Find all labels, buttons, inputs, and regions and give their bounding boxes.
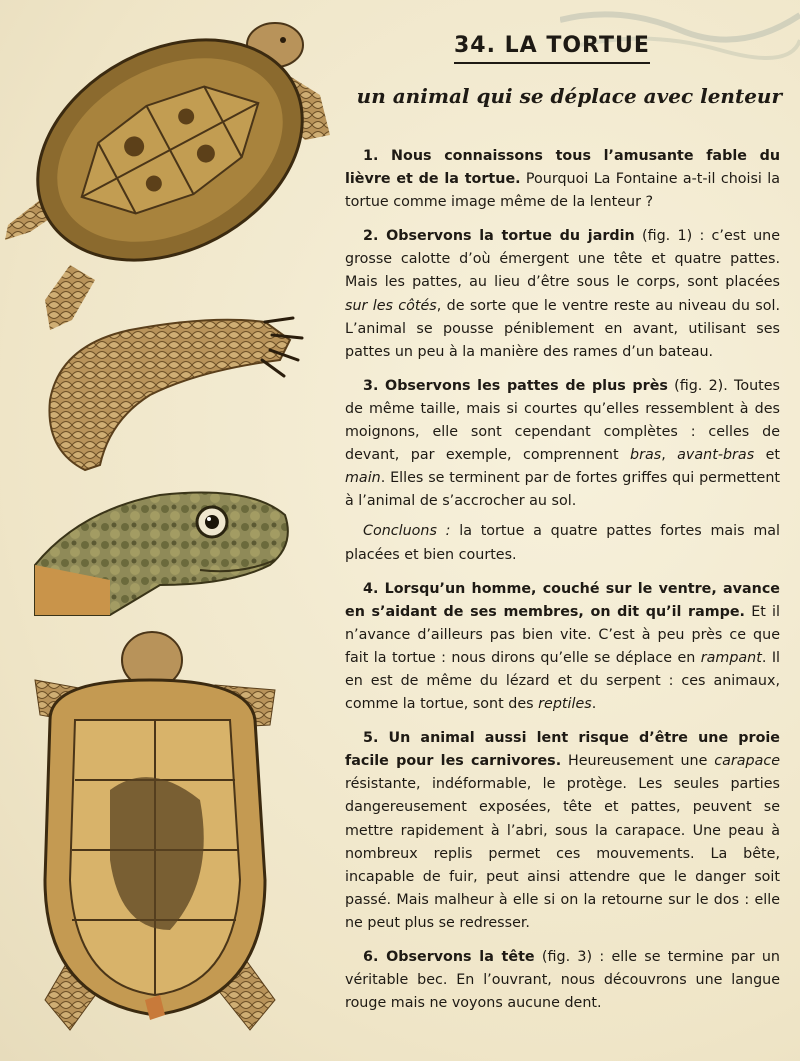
emphasis-text: avant-bras	[677, 447, 755, 464]
paragraph-lead: 6. Observons la tête	[363, 949, 535, 965]
paragraph-7	[345, 946, 780, 1015]
paragraph-5	[345, 578, 780, 717]
paragraph-lead: 2. Observons la tortue du jardin	[363, 228, 635, 245]
paragraph-1	[345, 145, 780, 214]
page-title: 34. LA TORTUE	[454, 33, 650, 64]
emphasis-text: main	[345, 470, 381, 487]
paragraph-text: résistante, indéformable, le protège. Les seules parties dangereusement exposées, tête et pattes, peuvent se mettre rapidement à l’abri, sous la carapace. Une peau à nombreux replis permet ces mouvements. La bête, incapable de fuir, peut ainsi attendre que le danger soit passé. Mais malheur à elle si on la retourne sur le dos : elle ne peut plus se redresser.	[345, 776, 780, 931]
paragraph-lead: 4. Lorsqu’un homme, couché sur le ventre, avance en s’aidant de ses membres, on dit qu’il rampe.	[345, 580, 780, 620]
paragraph-text: .	[591, 696, 597, 713]
paragraph-text: et	[754, 447, 780, 464]
emphasis-text: sur les côtés	[345, 297, 437, 314]
carapace-top-illustration	[0, 0, 341, 330]
emphasis-text: carapace	[714, 753, 781, 770]
paragraph-text: Pourquoi La Fontaine a-t-il choisi la tortue comme image même de la lenteur ?	[345, 171, 780, 211]
paragraph-6	[345, 727, 780, 935]
paragraph-text: (fig. 1) : c’est une grosse calotte d’où émergent une tête et quatre pattes. Mais les pattes, au lieu d’être sous le corps, sont placées	[345, 228, 780, 291]
head-illustration	[35, 493, 288, 616]
illustration-column	[0, 0, 345, 1061]
paragraph-text: . Elles se terminent par de fortes griffes qui permettent à l’animal de s’accrocher au sol.	[345, 470, 780, 510]
paragraph-lead: 5. Un animal aussi lent risque d’être une proie facile pour les carnivores.	[345, 730, 780, 770]
paragraph-text: (fig. 2). Toutes de même taille, mais si courtes qu’elles ressemblent à des moignons, elle sont cependant complètes : celles de devant, par exemple, comprennent	[345, 377, 780, 464]
leg-illustration	[49, 318, 302, 470]
paragraph-2	[345, 225, 780, 364]
paragraph-text: (fig. 3) : elle se termine par un véritable bec. En l’ouvrant, nous découvrons une langue rouge mais ne voyons aucune dent.	[345, 949, 780, 1012]
paragraph-text: . Il en est de même du lézard et du serpent : ces animaux, comme la tortue, sont des	[345, 649, 781, 713]
plastron-illustration	[35, 632, 275, 1030]
paragraph-lead: 1. Nous connaissons tous l’amusante fable du lièvre et de la tortue.	[345, 148, 780, 188]
paragraph-3	[345, 375, 780, 514]
emphasis-text: rampant	[700, 649, 762, 666]
paragraph-text: ,	[661, 447, 678, 464]
paragraph-4	[345, 520, 780, 566]
paragraph-text: Heureusement une	[561, 753, 715, 770]
emphasis-text: reptiles	[538, 696, 592, 713]
emphasis-text: Concluons :	[363, 523, 451, 540]
paragraph-text: la tortue a quatre pattes fortes mais mal placées et bien courtes.	[345, 523, 780, 563]
paragraph-lead: 3. Observons les pattes de plus près	[363, 377, 668, 394]
text-column	[345, 145, 780, 1026]
page-subtitle: un animal qui se déplace avec lenteur	[356, 84, 782, 108]
emphasis-text: bras	[630, 447, 662, 464]
paragraph-text: Et il n’avance d’ailleurs pas bien vite. C’est à peu près ce que fait la tortue : nous dirons qu’elle se déplace en	[345, 603, 780, 666]
paragraph-text: , de sorte que le ventre reste au niveau du sol. L’animal se pousse péniblement en avant, utilisant ses pattes un peu à la manière des rames d’un bateau.	[345, 297, 780, 360]
